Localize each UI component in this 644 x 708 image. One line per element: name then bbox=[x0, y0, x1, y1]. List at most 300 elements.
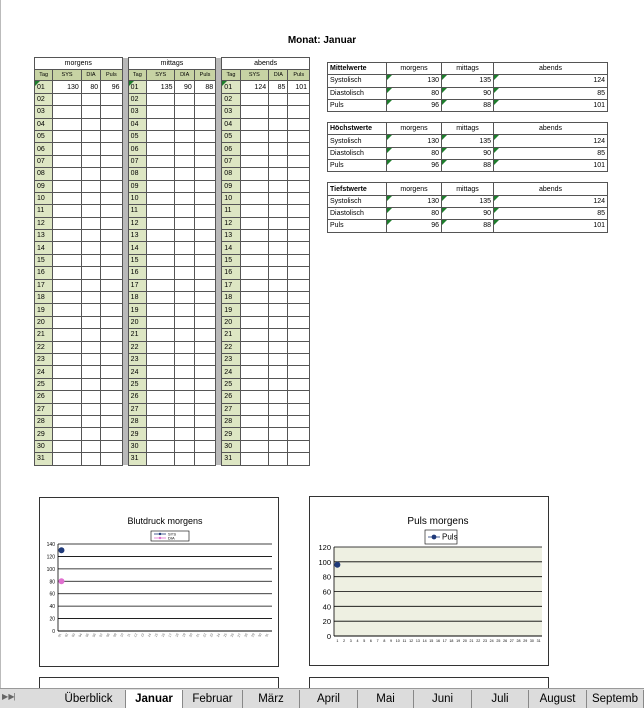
value-cell[interactable] bbox=[269, 428, 288, 440]
sheet-tab-august[interactable]: August bbox=[529, 690, 587, 708]
value-cell[interactable] bbox=[175, 242, 194, 254]
sheet-tab-februar[interactable]: Februar bbox=[183, 690, 243, 708]
value-cell[interactable] bbox=[240, 366, 269, 378]
value-cell[interactable] bbox=[240, 353, 269, 365]
value-cell[interactable] bbox=[146, 130, 175, 142]
value-cell[interactable] bbox=[101, 93, 122, 105]
value-cell[interactable] bbox=[194, 440, 215, 452]
value-cell[interactable] bbox=[288, 415, 310, 427]
value-cell[interactable] bbox=[240, 155, 269, 167]
value-cell[interactable] bbox=[175, 254, 194, 266]
value-cell[interactable] bbox=[194, 230, 215, 242]
value-cell[interactable] bbox=[53, 254, 82, 266]
value-cell[interactable] bbox=[240, 106, 269, 118]
value-cell[interactable] bbox=[146, 353, 175, 365]
value-cell[interactable] bbox=[81, 353, 100, 365]
value-cell[interactable] bbox=[240, 428, 269, 440]
value-cell[interactable] bbox=[269, 242, 288, 254]
value-cell[interactable] bbox=[175, 180, 194, 192]
value-cell[interactable] bbox=[175, 453, 194, 465]
value-cell[interactable] bbox=[240, 130, 269, 142]
value-cell[interactable] bbox=[194, 292, 215, 304]
value-cell[interactable] bbox=[194, 316, 215, 328]
value-cell[interactable] bbox=[240, 440, 269, 452]
value-cell[interactable] bbox=[101, 230, 122, 242]
value-cell[interactable] bbox=[101, 428, 122, 440]
value-cell[interactable] bbox=[101, 341, 122, 353]
value-cell[interactable] bbox=[101, 415, 122, 427]
value-cell[interactable] bbox=[288, 254, 310, 266]
value-cell[interactable] bbox=[146, 341, 175, 353]
value-cell[interactable] bbox=[146, 391, 175, 403]
value-cell[interactable] bbox=[101, 304, 122, 316]
value-cell[interactable] bbox=[101, 143, 122, 155]
value-cell[interactable] bbox=[288, 403, 310, 415]
value-cell[interactable] bbox=[288, 329, 310, 341]
value-cell[interactable] bbox=[53, 428, 82, 440]
value-cell[interactable] bbox=[240, 304, 269, 316]
value-cell[interactable] bbox=[101, 217, 122, 229]
value-cell[interactable] bbox=[175, 378, 194, 390]
value-cell[interactable] bbox=[101, 292, 122, 304]
value-cell[interactable] bbox=[175, 93, 194, 105]
value-cell[interactable] bbox=[175, 192, 194, 204]
value-cell[interactable] bbox=[194, 130, 215, 142]
value-cell[interactable] bbox=[146, 168, 175, 180]
value-cell[interactable] bbox=[53, 378, 82, 390]
value-cell[interactable] bbox=[269, 316, 288, 328]
value-cell[interactable] bbox=[288, 155, 310, 167]
value-cell[interactable] bbox=[269, 329, 288, 341]
value-cell[interactable] bbox=[146, 415, 175, 427]
value-cell[interactable] bbox=[81, 267, 100, 279]
value-cell[interactable] bbox=[81, 366, 100, 378]
value-cell[interactable] bbox=[81, 143, 100, 155]
value-cell[interactable] bbox=[101, 192, 122, 204]
value-cell[interactable] bbox=[288, 192, 310, 204]
value-cell[interactable] bbox=[240, 205, 269, 217]
value-cell[interactable] bbox=[53, 155, 82, 167]
value-cell[interactable] bbox=[53, 440, 82, 452]
value-cell[interactable] bbox=[81, 440, 100, 452]
value-cell[interactable] bbox=[146, 403, 175, 415]
value-cell[interactable] bbox=[194, 378, 215, 390]
value-cell[interactable] bbox=[53, 242, 82, 254]
value-cell[interactable] bbox=[194, 242, 215, 254]
value-cell[interactable] bbox=[81, 242, 100, 254]
value-cell[interactable] bbox=[194, 353, 215, 365]
value-cell[interactable] bbox=[194, 205, 215, 217]
value-cell[interactable]: 88 bbox=[194, 81, 215, 93]
stats-row-label: Diastolisch bbox=[328, 87, 387, 99]
value-cell[interactable] bbox=[146, 279, 175, 291]
value-cell[interactable] bbox=[101, 267, 122, 279]
value-cell[interactable] bbox=[194, 192, 215, 204]
value-cell[interactable] bbox=[81, 155, 100, 167]
value-cell[interactable] bbox=[269, 440, 288, 452]
value-cell[interactable] bbox=[240, 242, 269, 254]
sheet-tab-märz[interactable]: März bbox=[243, 690, 300, 708]
value-cell[interactable] bbox=[101, 130, 122, 142]
value-cell[interactable] bbox=[81, 378, 100, 390]
value-cell[interactable]: 96 bbox=[101, 81, 122, 93]
value-cell[interactable] bbox=[288, 217, 310, 229]
value-cell[interactable] bbox=[194, 415, 215, 427]
value-cell[interactable] bbox=[194, 155, 215, 167]
value-cell[interactable] bbox=[81, 292, 100, 304]
value-cell[interactable] bbox=[240, 329, 269, 341]
value-cell[interactable] bbox=[81, 118, 100, 130]
value-cell[interactable] bbox=[146, 242, 175, 254]
value-cell[interactable] bbox=[175, 168, 194, 180]
value-cell[interactable] bbox=[240, 415, 269, 427]
value-cell[interactable] bbox=[53, 341, 82, 353]
value-cell[interactable] bbox=[240, 403, 269, 415]
value-cell[interactable] bbox=[53, 353, 82, 365]
value-cell[interactable]: 80 bbox=[81, 81, 100, 93]
value-cell[interactable] bbox=[101, 180, 122, 192]
value-cell[interactable] bbox=[175, 292, 194, 304]
value-cell[interactable] bbox=[288, 242, 310, 254]
value-cell[interactable] bbox=[288, 130, 310, 142]
value-cell[interactable] bbox=[53, 453, 82, 465]
value-cell[interactable] bbox=[101, 106, 122, 118]
value-cell[interactable] bbox=[269, 453, 288, 465]
value-cell[interactable] bbox=[81, 415, 100, 427]
sheet-tab-april[interactable]: April bbox=[300, 690, 358, 708]
value-cell[interactable] bbox=[53, 316, 82, 328]
chart-blutdruck-morgens[interactable] bbox=[39, 497, 279, 667]
chart-puls-morgens[interactable] bbox=[309, 496, 549, 666]
value-cell[interactable] bbox=[175, 155, 194, 167]
value-cell[interactable] bbox=[269, 403, 288, 415]
value-cell[interactable] bbox=[53, 292, 82, 304]
value-cell[interactable] bbox=[53, 168, 82, 180]
value-cell[interactable] bbox=[194, 453, 215, 465]
value-cell[interactable] bbox=[240, 391, 269, 403]
value-cell[interactable] bbox=[53, 279, 82, 291]
value-cell[interactable] bbox=[269, 130, 288, 142]
value-cell[interactable] bbox=[269, 217, 288, 229]
value-cell[interactable] bbox=[101, 453, 122, 465]
value-cell[interactable] bbox=[146, 378, 175, 390]
value-cell[interactable] bbox=[288, 341, 310, 353]
value-cell[interactable] bbox=[288, 205, 310, 217]
value-cell[interactable] bbox=[240, 93, 269, 105]
value-cell[interactable] bbox=[146, 453, 175, 465]
value-cell[interactable] bbox=[240, 168, 269, 180]
value-cell[interactable] bbox=[194, 329, 215, 341]
value-cell[interactable] bbox=[269, 391, 288, 403]
sheet-tab-mai[interactable]: Mai bbox=[358, 690, 414, 708]
value-cell[interactable] bbox=[269, 366, 288, 378]
value-cell[interactable] bbox=[240, 267, 269, 279]
value-cell[interactable] bbox=[194, 180, 215, 192]
value-cell[interactable] bbox=[288, 143, 310, 155]
value-cell[interactable] bbox=[269, 205, 288, 217]
value-cell[interactable] bbox=[81, 168, 100, 180]
value-cell[interactable] bbox=[269, 353, 288, 365]
value-cell[interactable] bbox=[53, 93, 82, 105]
value-cell[interactable] bbox=[81, 329, 100, 341]
day-cell: 14 bbox=[222, 242, 240, 254]
value-cell[interactable] bbox=[269, 292, 288, 304]
value-cell[interactable] bbox=[175, 440, 194, 452]
value-cell[interactable] bbox=[53, 230, 82, 242]
value-cell[interactable] bbox=[81, 279, 100, 291]
value-cell[interactable] bbox=[194, 403, 215, 415]
tab-scroll-buttons[interactable]: ▶ ▶| bbox=[2, 692, 15, 701]
value-cell[interactable] bbox=[288, 440, 310, 452]
value-cell[interactable] bbox=[269, 341, 288, 353]
value-cell[interactable] bbox=[146, 93, 175, 105]
value-cell[interactable] bbox=[288, 453, 310, 465]
value-cell[interactable] bbox=[53, 130, 82, 142]
sheet-tab-januar[interactable]: Januar bbox=[126, 690, 183, 708]
value-cell[interactable] bbox=[240, 316, 269, 328]
x-tick-label: 22 bbox=[202, 632, 208, 638]
value-cell[interactable] bbox=[240, 230, 269, 242]
value-cell[interactable] bbox=[146, 366, 175, 378]
value-cell[interactable] bbox=[175, 353, 194, 365]
value-cell[interactable] bbox=[101, 242, 122, 254]
sheet-tab-juli[interactable]: Juli bbox=[472, 690, 529, 708]
value-cell[interactable] bbox=[288, 168, 310, 180]
value-cell[interactable] bbox=[146, 180, 175, 192]
value-cell[interactable] bbox=[240, 378, 269, 390]
value-cell[interactable] bbox=[81, 254, 100, 266]
value-cell[interactable] bbox=[288, 106, 310, 118]
value-cell[interactable] bbox=[53, 366, 82, 378]
value-cell[interactable] bbox=[146, 267, 175, 279]
value-cell[interactable] bbox=[240, 192, 269, 204]
value-cell[interactable] bbox=[175, 106, 194, 118]
value-cell[interactable] bbox=[269, 143, 288, 155]
value-cell[interactable] bbox=[101, 378, 122, 390]
value-cell[interactable] bbox=[288, 378, 310, 390]
value-cell[interactable] bbox=[269, 304, 288, 316]
value-cell[interactable] bbox=[269, 279, 288, 291]
value-cell[interactable] bbox=[240, 217, 269, 229]
value-cell[interactable] bbox=[194, 254, 215, 266]
value-cell[interactable] bbox=[175, 366, 194, 378]
value-cell[interactable] bbox=[146, 428, 175, 440]
value-cell[interactable] bbox=[194, 93, 215, 105]
value-cell[interactable] bbox=[101, 440, 122, 452]
value-cell[interactable] bbox=[146, 304, 175, 316]
value-cell[interactable] bbox=[81, 316, 100, 328]
value-cell[interactable] bbox=[53, 403, 82, 415]
value-cell[interactable] bbox=[81, 341, 100, 353]
value-cell[interactable] bbox=[175, 130, 194, 142]
value-cell[interactable] bbox=[175, 217, 194, 229]
value-cell[interactable] bbox=[53, 143, 82, 155]
value-cell[interactable] bbox=[53, 391, 82, 403]
stats-value: 130 bbox=[387, 195, 442, 207]
value-cell[interactable] bbox=[194, 168, 215, 180]
value-cell[interactable] bbox=[269, 415, 288, 427]
value-cell[interactable] bbox=[175, 428, 194, 440]
value-cell[interactable] bbox=[53, 304, 82, 316]
day-cell: 24 bbox=[35, 366, 53, 378]
value-cell[interactable] bbox=[101, 279, 122, 291]
value-cell[interactable] bbox=[269, 192, 288, 204]
value-cell[interactable] bbox=[269, 118, 288, 130]
value-cell[interactable] bbox=[53, 180, 82, 192]
value-cell[interactable] bbox=[101, 391, 122, 403]
value-cell[interactable] bbox=[240, 279, 269, 291]
value-cell[interactable] bbox=[101, 366, 122, 378]
value-cell[interactable] bbox=[53, 192, 82, 204]
value-cell[interactable] bbox=[81, 180, 100, 192]
value-cell[interactable] bbox=[101, 118, 122, 130]
value-cell[interactable] bbox=[175, 205, 194, 217]
value-cell[interactable] bbox=[288, 292, 310, 304]
value-cell[interactable] bbox=[81, 205, 100, 217]
value-cell[interactable] bbox=[240, 118, 269, 130]
value-cell[interactable] bbox=[81, 304, 100, 316]
value-cell[interactable] bbox=[81, 403, 100, 415]
value-cell[interactable]: 135 bbox=[146, 81, 175, 93]
value-cell[interactable] bbox=[53, 118, 82, 130]
value-cell[interactable] bbox=[175, 143, 194, 155]
value-cell[interactable] bbox=[288, 93, 310, 105]
value-cell[interactable] bbox=[81, 230, 100, 242]
spacer-cell bbox=[442, 112, 494, 123]
value-cell[interactable] bbox=[81, 217, 100, 229]
value-cell[interactable] bbox=[288, 118, 310, 130]
value-cell[interactable] bbox=[194, 106, 215, 118]
value-cell[interactable] bbox=[53, 329, 82, 341]
value-cell[interactable] bbox=[288, 304, 310, 316]
value-cell[interactable] bbox=[81, 391, 100, 403]
value-cell[interactable] bbox=[53, 415, 82, 427]
value-cell[interactable] bbox=[101, 168, 122, 180]
value-cell[interactable] bbox=[146, 329, 175, 341]
value-cell[interactable] bbox=[269, 93, 288, 105]
value-cell[interactable] bbox=[146, 155, 175, 167]
value-cell[interactable] bbox=[194, 267, 215, 279]
value-cell[interactable]: 101 bbox=[288, 81, 310, 93]
value-cell[interactable] bbox=[53, 205, 82, 217]
value-cell[interactable] bbox=[101, 155, 122, 167]
value-cell[interactable] bbox=[101, 353, 122, 365]
value-cell[interactable] bbox=[269, 230, 288, 242]
value-cell[interactable] bbox=[240, 341, 269, 353]
value-cell[interactable] bbox=[288, 230, 310, 242]
value-cell[interactable] bbox=[194, 341, 215, 353]
value-cell[interactable]: 130 bbox=[53, 81, 82, 93]
value-cell[interactable] bbox=[175, 391, 194, 403]
value-cell[interactable] bbox=[175, 341, 194, 353]
value-cell[interactable] bbox=[194, 428, 215, 440]
value-cell[interactable] bbox=[146, 316, 175, 328]
value-cell[interactable] bbox=[175, 316, 194, 328]
value-cell[interactable]: 90 bbox=[175, 81, 194, 93]
value-cell[interactable] bbox=[53, 217, 82, 229]
value-cell[interactable] bbox=[146, 254, 175, 266]
value-cell[interactable] bbox=[146, 217, 175, 229]
value-cell[interactable] bbox=[269, 106, 288, 118]
value-cell[interactable] bbox=[194, 118, 215, 130]
value-cell[interactable] bbox=[146, 440, 175, 452]
value-cell[interactable] bbox=[146, 205, 175, 217]
value-cell[interactable] bbox=[175, 403, 194, 415]
value-cell[interactable] bbox=[269, 267, 288, 279]
value-cell[interactable] bbox=[240, 254, 269, 266]
value-cell[interactable]: 85 bbox=[269, 81, 288, 93]
value-cell[interactable] bbox=[101, 316, 122, 328]
value-cell[interactable] bbox=[288, 353, 310, 365]
value-cell[interactable] bbox=[101, 254, 122, 266]
value-cell[interactable] bbox=[194, 366, 215, 378]
value-cell[interactable] bbox=[53, 106, 82, 118]
value-cell[interactable] bbox=[175, 267, 194, 279]
value-cell[interactable] bbox=[101, 403, 122, 415]
value-cell[interactable] bbox=[81, 192, 100, 204]
value-cell[interactable] bbox=[240, 453, 269, 465]
day-cell: 31 bbox=[35, 453, 53, 465]
value-cell[interactable] bbox=[269, 254, 288, 266]
value-cell[interactable] bbox=[146, 230, 175, 242]
value-cell[interactable] bbox=[194, 391, 215, 403]
value-cell[interactable] bbox=[288, 428, 310, 440]
value-cell[interactable] bbox=[146, 292, 175, 304]
value-cell[interactable] bbox=[288, 366, 310, 378]
value-cell[interactable] bbox=[175, 329, 194, 341]
day-cell: 06 bbox=[128, 143, 146, 155]
sheet-tab-septemb[interactable]: Septemb bbox=[587, 690, 644, 708]
value-cell[interactable] bbox=[269, 168, 288, 180]
value-cell[interactable] bbox=[288, 316, 310, 328]
value-cell[interactable] bbox=[240, 180, 269, 192]
value-cell[interactable] bbox=[146, 118, 175, 130]
value-cell[interactable] bbox=[288, 180, 310, 192]
value-cell[interactable] bbox=[194, 143, 215, 155]
value-cell[interactable] bbox=[194, 304, 215, 316]
value-cell[interactable] bbox=[175, 230, 194, 242]
sheet-tab-überblick[interactable]: Überblick bbox=[52, 690, 126, 708]
value-cell[interactable] bbox=[240, 292, 269, 304]
value-cell[interactable] bbox=[81, 130, 100, 142]
value-cell[interactable]: 124 bbox=[240, 81, 269, 93]
value-cell[interactable] bbox=[175, 415, 194, 427]
value-cell[interactable] bbox=[81, 453, 100, 465]
value-cell[interactable] bbox=[146, 143, 175, 155]
value-cell[interactable] bbox=[53, 267, 82, 279]
value-cell[interactable] bbox=[194, 217, 215, 229]
value-cell[interactable] bbox=[81, 93, 100, 105]
value-cell[interactable] bbox=[288, 279, 310, 291]
value-cell[interactable] bbox=[81, 428, 100, 440]
value-cell[interactable] bbox=[101, 205, 122, 217]
value-cell[interactable] bbox=[194, 279, 215, 291]
value-cell[interactable] bbox=[288, 391, 310, 403]
value-cell[interactable] bbox=[269, 155, 288, 167]
value-cell[interactable] bbox=[175, 304, 194, 316]
value-cell[interactable] bbox=[288, 267, 310, 279]
value-cell[interactable] bbox=[175, 118, 194, 130]
value-cell[interactable] bbox=[81, 106, 100, 118]
value-cell[interactable] bbox=[146, 106, 175, 118]
value-cell[interactable] bbox=[240, 143, 269, 155]
value-cell[interactable] bbox=[175, 279, 194, 291]
value-cell[interactable] bbox=[269, 180, 288, 192]
sheet-tab-juni[interactable]: Juni bbox=[414, 690, 472, 708]
value-cell[interactable] bbox=[146, 192, 175, 204]
value-cell[interactable] bbox=[269, 378, 288, 390]
value-cell[interactable] bbox=[101, 329, 122, 341]
